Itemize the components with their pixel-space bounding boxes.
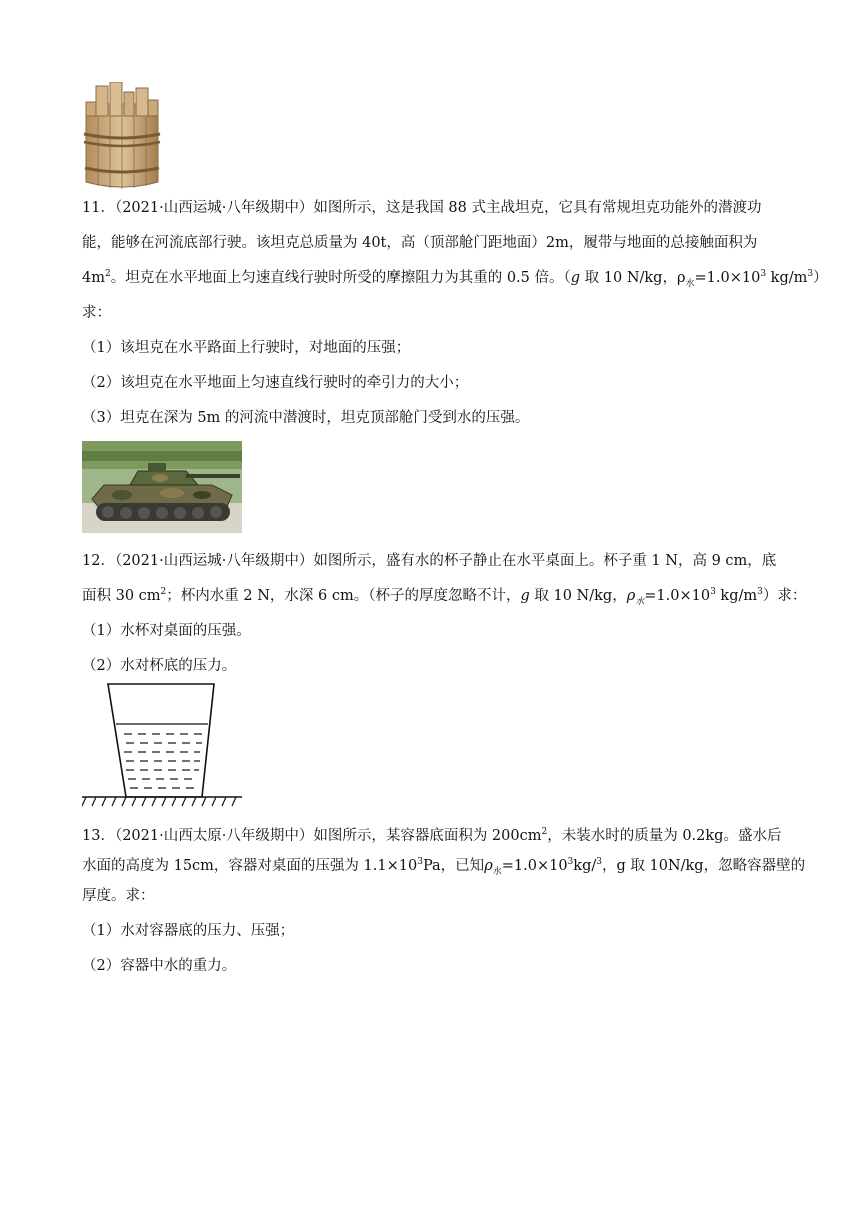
q12-line-2: 面积 30 $cm^2$；杯内水重 2 N，水深 6 cm。（杯子的厚度忽略不计，g 取 10 N/kg，$\rho_水=1.0\times 10^3$ $kg/m^3$）求： [82,587,807,607]
q11-line-3: $4m^2$。坦克在水平地面上匀速直线行驶时所受的摩擦阻力为其重的 0.5 倍。（g 取 10 N/kg，$\rho_水=1.0\times 10^3$ $kg/m^3$） [82,269,828,289]
q12-number: 12． [82,553,115,569]
q11-sub-1: （1）该坦克在水平路面上行驶时，对地面的压强； [82,340,411,356]
q13-line-2: 水面的高度为 15cm，容器对桌面的压强为 $1.1\times 10^3Pa$，已知$\rho_水=1.0\times 10^3kg/^3$，g 取 10N/kg，忽略容器壁的 [82,857,806,877]
q12-sub-1: （1）水杯对桌面的压强。 [82,623,251,639]
q11-line-2: 能，能够在河流底部行驶。该坦克总质量为 40t，高（顶部舱门距地面）2m，履带与地面的总接触面积为 [82,235,758,251]
q11-line-1 [82,198,762,218]
q13-line-1: 13．（2021·山西太原·八年级期中）如图所示，某容器底面积为 $200cm^2$，未装水时的质量为 0.2kg。盛水后 [82,827,782,844]
q11-text-1: 如图所示，这是我国 88 式主战坦克，它具有常规坦克功能外的潜渡功 [313,200,762,216]
q13-sub-2: （2）容器中水的重力。 [82,958,237,974]
q11-number: 11． [82,200,115,216]
q11-line-4: 求： [82,305,111,321]
q13-number: 13． [82,828,115,844]
q12-source: （2021·山西运城·八年级期中） [114,553,314,569]
q12-sub-2: （2）水对杯底的压力。 [82,658,237,674]
tank-image [82,441,242,533]
q13-line-3: 厚度。求： [82,888,155,904]
q12-text-1: 如图所示，盛有水的杯子静止在水平桌面上。杯子重 1 N，高 9 cm，底 [313,553,777,569]
q12-line-1 [82,551,776,571]
q13-sub-1: （1）水对容器底的压力、压强； [82,923,295,939]
q13-source: （2021·山西太原·八年级期中） [114,828,314,844]
water-cup-diagram [82,682,244,810]
q11-sub-2: （2）该坦克在水平地面上匀速直线行驶时的牵引力的大小； [82,375,469,391]
q11-sub-3: （3）坦克在深为 5m 的河流中潜渡时，坦克顶部舱门受到水的压强。 [82,410,530,426]
wooden-bucket-image [80,82,164,190]
q11-source: （2021·山西运城·八年级期中） [114,200,314,216]
